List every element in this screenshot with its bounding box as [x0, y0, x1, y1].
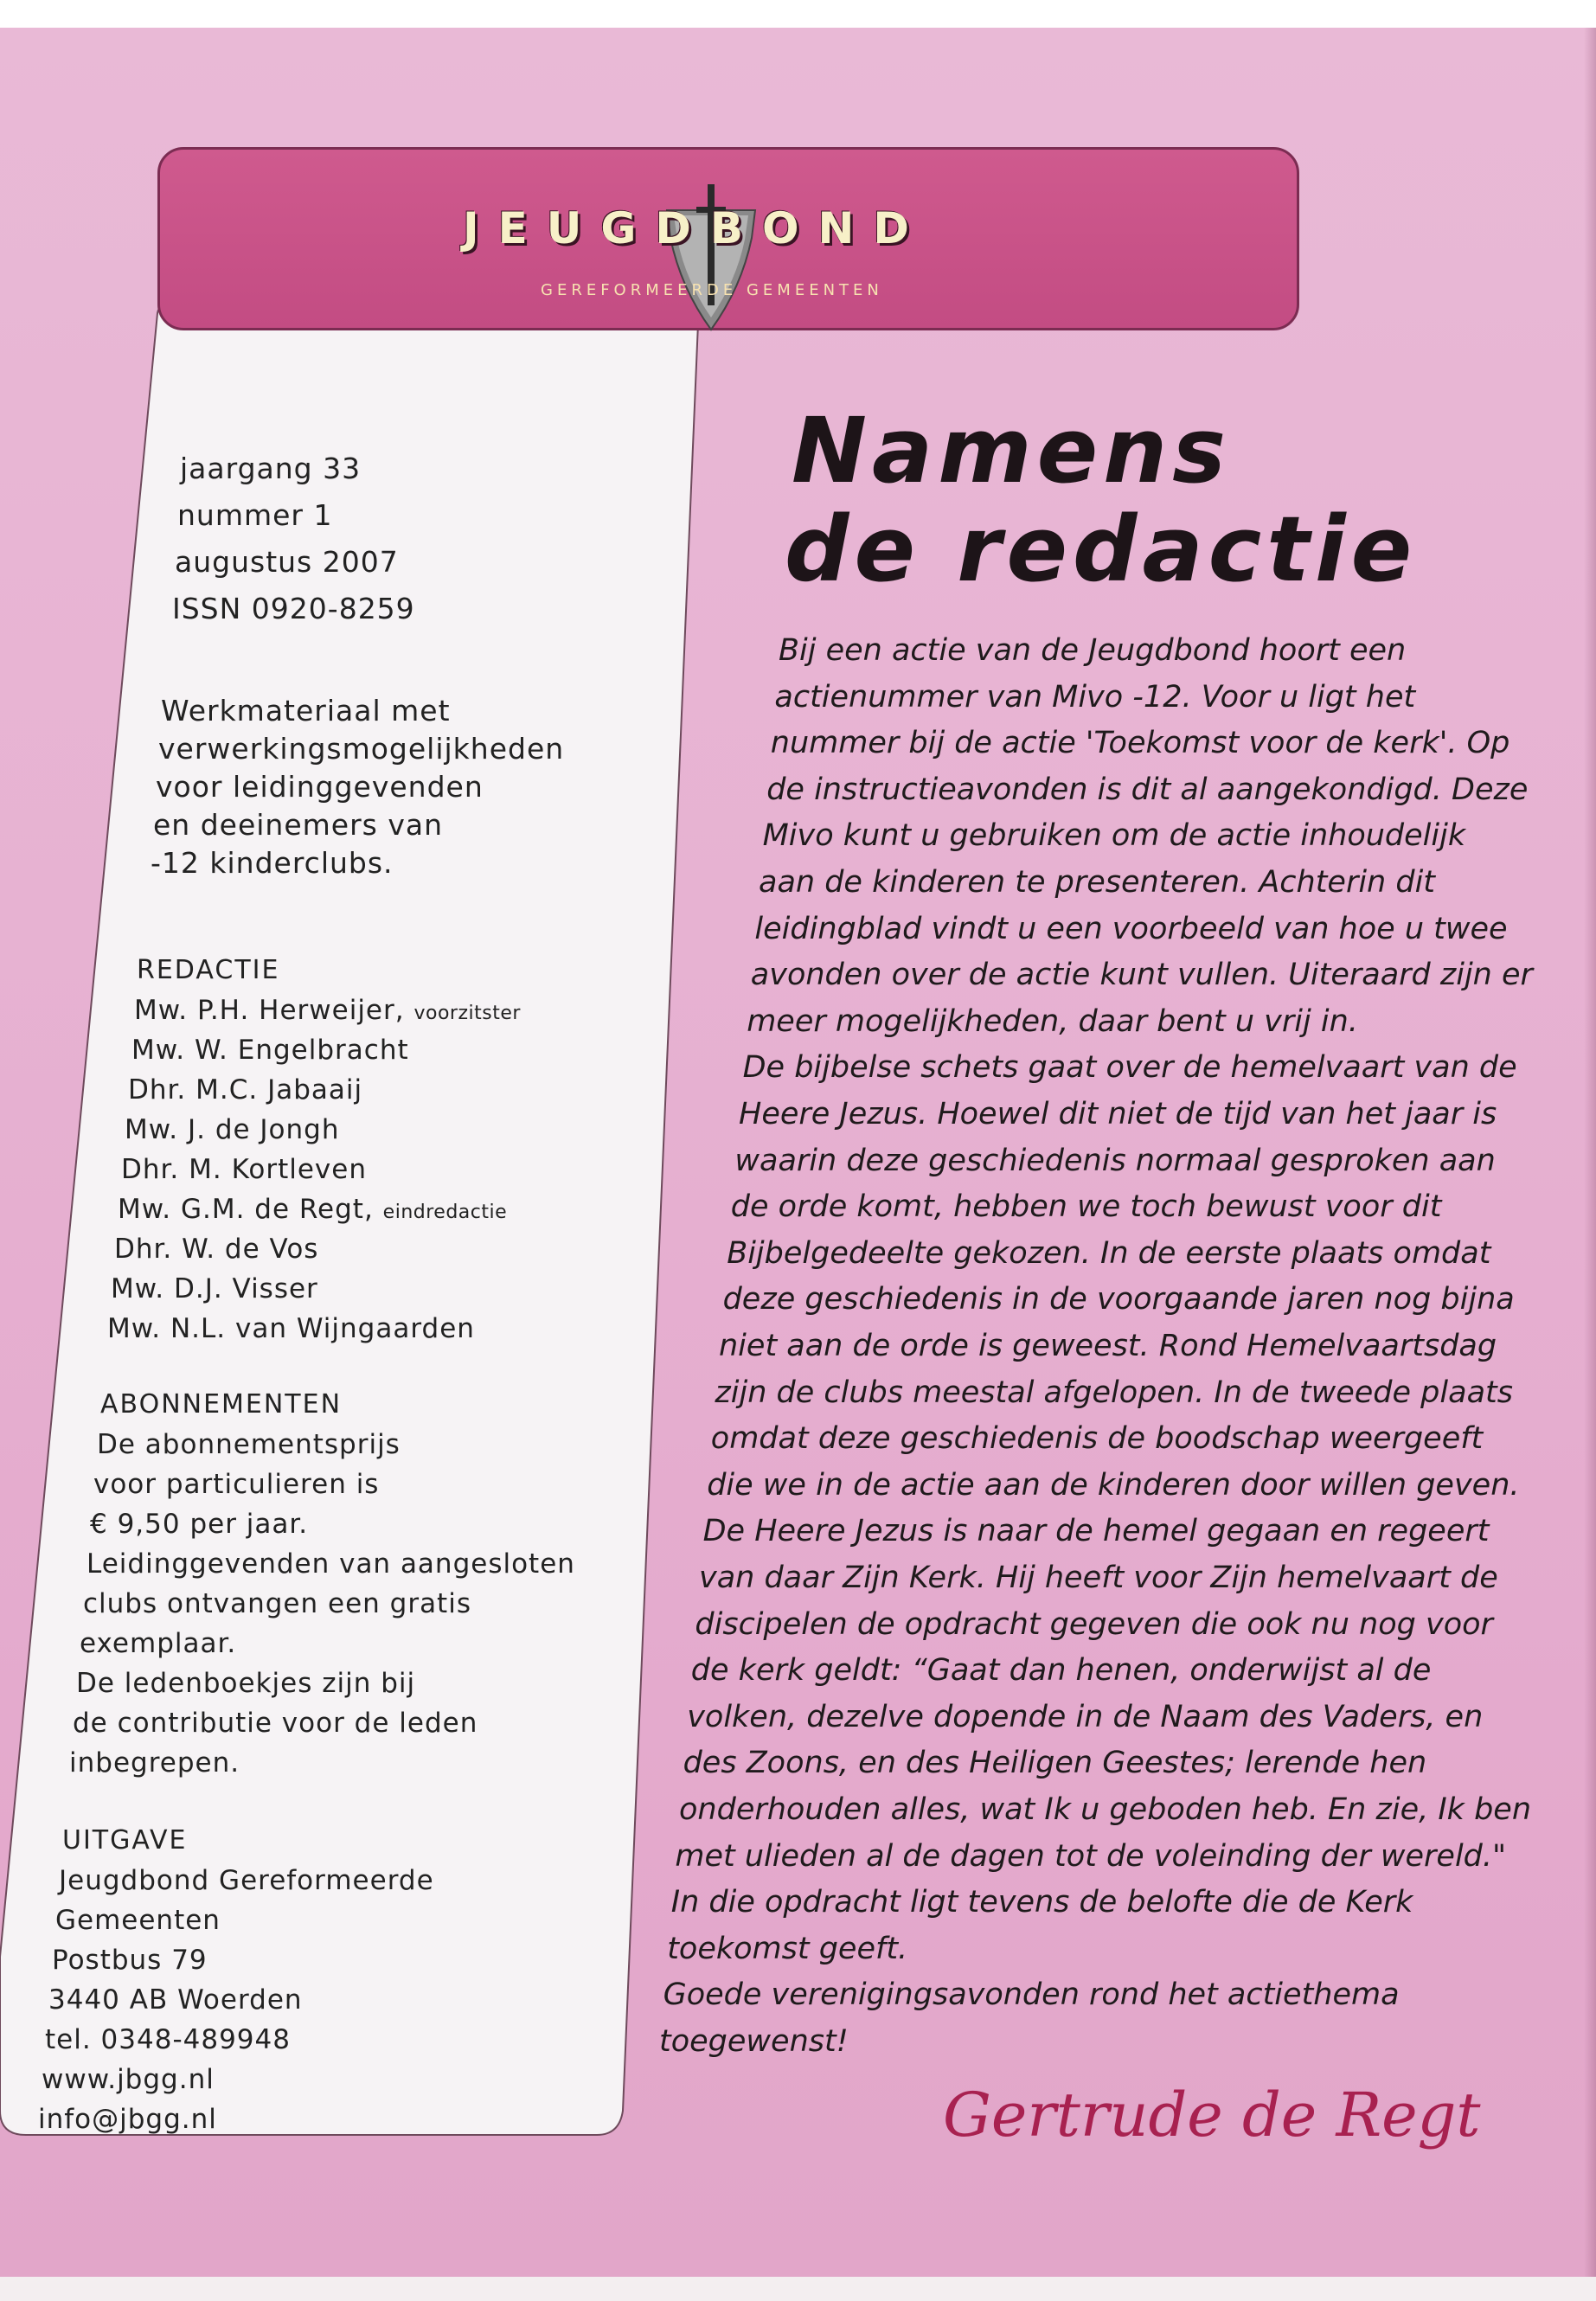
issue-line: jaargang 33	[180, 452, 362, 485]
abonnementen-line: inbegrepen.	[69, 1747, 240, 1779]
redactie-member: Dhr. W. de Vos	[114, 1234, 319, 1265]
title-line: Namens	[792, 398, 1232, 503]
description-line: Werkmateriaal met	[161, 694, 451, 727]
article-line: waarin deze geschiedenis normaal gesproken aan	[734, 1143, 1496, 1178]
abonnementen-heading: ABONNEMENTEN	[100, 1389, 343, 1420]
article-line: meer mogelijkheden, daar bent u vrij in.	[747, 1003, 1358, 1039]
uitgave-line: 3440 AB Woerden	[48, 1984, 303, 2016]
article-line: met ulieden al de dagen tot de voleinding der wereld."	[675, 1838, 1507, 1874]
abonnementen-line: De abonnementsprijs	[97, 1429, 401, 1460]
redactie-member: Mw. D.J. Visser	[111, 1273, 318, 1304]
article-line: De Heere Jezus is naar de hemel gegaan en regeert	[702, 1514, 1490, 1549]
article-line: actienummer van Mivo -12. Voor u ligt het	[774, 679, 1416, 715]
description-line: verwerkingsmogelijkheden	[158, 732, 565, 766]
redactie-member: Mw. G.M. de Regt, eindredactie	[118, 1194, 508, 1225]
article-line: Bijbelgedeelte gekozen. In de eerste plaats omdat	[727, 1235, 1491, 1271]
redactie-member: Mw. P.H. Herweijer, voorzitster	[134, 995, 521, 1026]
article-line: Mivo kunt u gebruiken om de actie inhoudelijk	[762, 818, 1466, 854]
redactie-member: Dhr. M. Kortleven	[121, 1154, 367, 1185]
article-line: volken, dezelve dopende in de Naam des Vaders, en	[687, 1699, 1484, 1734]
abonnementen-line: exemplaar.	[80, 1628, 237, 1659]
magazine-page	[0, 28, 1596, 2277]
page-edge-shadow	[1584, 28, 1596, 2277]
issue-line: nummer 1	[177, 498, 333, 532]
logo-wordmark: JEUGDBOND	[463, 203, 928, 253]
redactie-heading: REDACTIE	[137, 955, 280, 985]
uitgave-line: Gemeenten	[55, 1905, 221, 1936]
abonnementen-line: clubs ontvangen een gratis	[83, 1588, 471, 1619]
article-line: onderhouden alles, wat Ik u geboden heb. En zie, Ik ben	[679, 1792, 1532, 1827]
title-line: de redactie	[785, 497, 1418, 602]
article-line: De bijbelse schets gaat over de hemelvaart van de	[742, 1050, 1517, 1086]
issue-line: ISSN 0920-8259	[172, 592, 415, 625]
header-banner	[157, 147, 1299, 330]
description-line: en deeinemers van	[153, 808, 444, 842]
website-link[interactable]: www.jbgg.nl	[42, 2064, 215, 2095]
abonnementen-line: De ledenboekjes zijn bij	[76, 1668, 416, 1699]
article-line: omdat deze geschiedenis de boodschap weergeeft	[710, 1421, 1484, 1457]
article-line: zijn de clubs meestal afgelopen. In de tweede plaats	[715, 1375, 1513, 1410]
uitgave-heading: UITGAVE	[62, 1825, 188, 1856]
article-title	[785, 398, 1418, 602]
article-line: Heere Jezus. Hoewel dit niet de tijd van het jaar is	[739, 1097, 1497, 1131]
redactie-member: Mw. N.L. van Wijngaarden	[107, 1313, 475, 1344]
article-line: de instructieavonden is dit al aangekondigd. Deze	[766, 772, 1529, 807]
scan-margin	[0, 2277, 1596, 2301]
article-line: In die opdracht ligt tevens de belofte die de Kerk	[670, 1885, 1413, 1920]
article-line: de orde komt, hebben we toch bewust voor dit	[730, 1189, 1442, 1225]
logo-subtitle: GEREFORMEERDE GEMEENTEN	[541, 281, 883, 299]
abonnementen-line: voor particulieren is	[93, 1469, 380, 1500]
article-line: van daar Zijn Kerk. Hij heeft voor Zijn hemelvaart de	[699, 1561, 1498, 1595]
article-line: toekomst geeft.	[667, 1931, 908, 1966]
article-line: aan de kinderen te presenteren. Achterin dit	[759, 865, 1436, 900]
article-line: Bij een actie van de Jeugdbond hoort een	[779, 633, 1407, 668]
redactie-member: Mw. J. de Jongh	[125, 1114, 340, 1145]
article-line: avonden over de actie kunt vullen. Uiteraard zijn er	[750, 958, 1533, 993]
article-line: leidingblad vindt u een voorbeeld van hoe u twee	[754, 911, 1508, 946]
uitgave-line: tel. 0348-489948	[45, 2024, 291, 2055]
article-line: toegewenst!	[659, 2024, 849, 2059]
redactie-member: Mw. W. Engelbracht	[131, 1035, 409, 1066]
signature: Gertrude de Regt	[943, 2080, 1481, 2150]
article-line: nummer bij de actie 'Toekomst voor de kerk'. Op	[770, 726, 1510, 761]
description-line: voor leidinggevenden	[156, 770, 484, 804]
article-line: des Zoons, en des Heiligen Geestes; lerende hen	[683, 1746, 1427, 1781]
description-line: -12 kinderclubs.	[151, 846, 394, 880]
uitgave-line: Postbus 79	[52, 1945, 208, 1976]
redactie-member: Dhr. M.C. Jabaaij	[128, 1074, 363, 1106]
issue-line: augustus 2007	[175, 545, 399, 579]
email-link[interactable]: info@jbgg.nl	[38, 2104, 217, 2135]
abonnementen-line: € 9,50 per jaar.	[90, 1509, 309, 1540]
abonnementen-line: Leidinggevenden van aangesloten	[87, 1548, 575, 1580]
article-line: deze geschiedenis in de voorgaande jaren nog bijna	[722, 1282, 1515, 1317]
article-line: de kerk geldt: “Gaat dan henen, onderwijst al de	[690, 1653, 1432, 1689]
article-line: die we in de actie aan de kinderen door willen geven.	[707, 1467, 1520, 1503]
uitgave-line: Jeugdbond Gereformeerde	[59, 1865, 434, 1896]
article-line: Goede verenigingsavonden rond het actiethema	[663, 1977, 1400, 2013]
abonnementen-line: de contributie voor de leden	[73, 1708, 478, 1739]
article-line: discipelen de opdracht gegeven die ook nu nog voor	[695, 1606, 1493, 1642]
article-line: niet aan de orde is geweest. Rond Hemelvaartsdag	[719, 1329, 1497, 1363]
